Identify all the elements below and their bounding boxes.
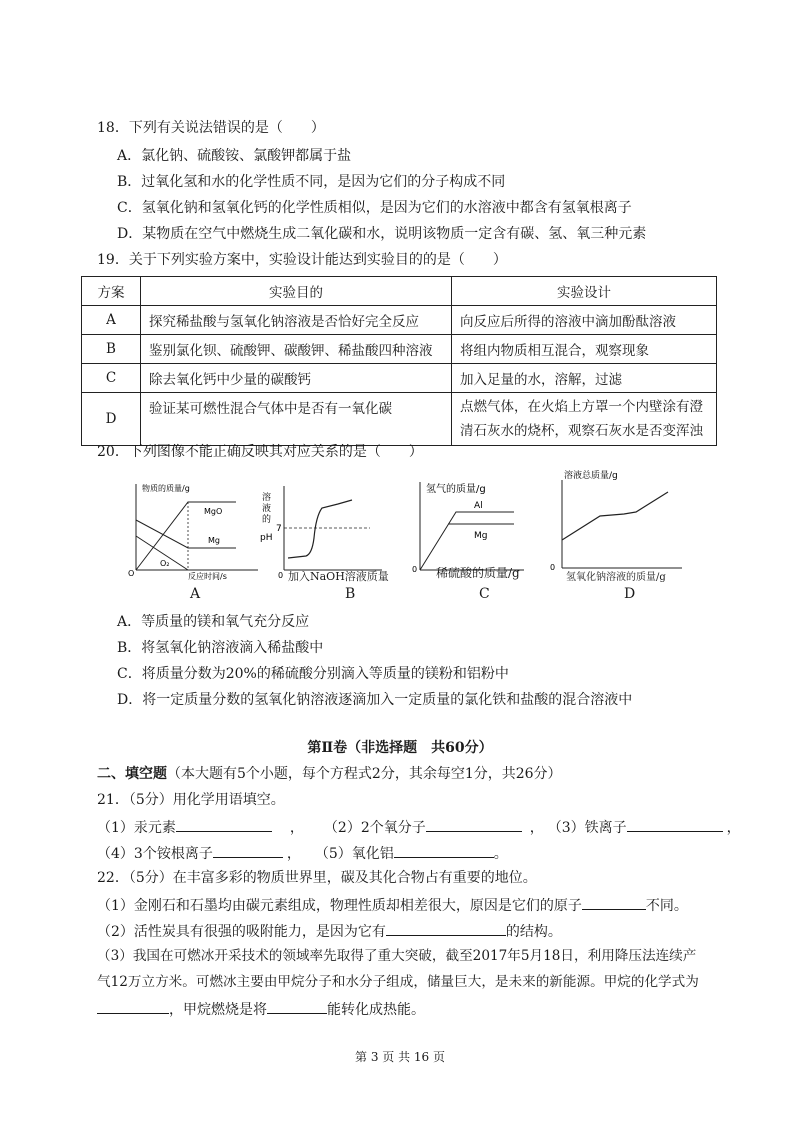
section-note: （本大题有5个小题，每个方程式2分，其余每空1分，共26分） bbox=[167, 766, 562, 782]
comma: ， bbox=[286, 846, 301, 862]
q21-row-2 bbox=[97, 842, 508, 864]
table-cell: 除去氧化钙中少量的碳酸钙 bbox=[141, 364, 452, 393]
graph-b-ylabel-3: 的 bbox=[262, 515, 272, 525]
q21-item-1: （1）汞元素 bbox=[97, 820, 176, 836]
graph-c-al-line bbox=[420, 512, 514, 570]
graph-d-xlabel: 氢氧化钠溶液的质量/g bbox=[566, 572, 666, 583]
period: 。 bbox=[493, 846, 508, 862]
table-row bbox=[82, 393, 717, 446]
graph-b-caption: B bbox=[345, 586, 356, 602]
table-row bbox=[82, 364, 717, 393]
graph-a-mg-line bbox=[136, 520, 236, 548]
answer-blank[interactable] bbox=[97, 998, 169, 1014]
q21-item-5: （5）氧化铝 bbox=[314, 846, 394, 862]
q22-part-1 bbox=[97, 894, 688, 916]
q20-option-c: C．将质量分数为20%的稀硫酸分别滴入等质量的镁粉和铝粉中 bbox=[117, 666, 509, 682]
table-cell: 验证某可燃性混合气体中是否有一氧化碳 bbox=[141, 393, 452, 446]
q18-option-b: B．过氧化氢和水的化学性质不同，是因为它们的分子构成不同 bbox=[117, 174, 506, 190]
table-cell bbox=[452, 393, 717, 446]
q20-option-b: B．将氢氧化钠溶液滴入稀盐酸中 bbox=[117, 640, 324, 656]
section-heading bbox=[97, 764, 562, 784]
graph-b-ylabel-1: 溶 bbox=[262, 493, 272, 503]
table-header: 实验目的 bbox=[141, 277, 452, 306]
answer-blank[interactable] bbox=[267, 998, 327, 1014]
q18-option-c: C．氢氧化钠和氢氧化钙的化学性质相似，是因为它们的水溶液中都含有氢氧根离子 bbox=[117, 200, 632, 216]
answer-blank[interactable] bbox=[386, 920, 506, 936]
page-footer: 第 3 页 共 16 页 bbox=[355, 1050, 445, 1064]
answer-blank[interactable] bbox=[213, 842, 283, 858]
comma: ， bbox=[726, 820, 741, 836]
table-cell: A bbox=[82, 306, 141, 335]
q20-option-d: D．将一定质量分数的氢氧化钠溶液逐滴加入一定质量的氯化铁和盐酸的混合溶液中 bbox=[117, 692, 633, 708]
q22-part-3-line3 bbox=[97, 998, 425, 1020]
graph-b-tick-7: 7 bbox=[276, 524, 282, 534]
q18-option-a: A．氯化钠、硫酸铵、氯酸钾都属于盐 bbox=[117, 148, 352, 164]
table-header-row bbox=[82, 277, 717, 306]
table-cell: C bbox=[82, 364, 141, 393]
graph-a-caption: A bbox=[190, 586, 201, 602]
part2-title: 第Ⅱ卷（非选择题 共60分） bbox=[307, 740, 493, 756]
answer-blank[interactable] bbox=[582, 894, 646, 910]
q22-part-2-end: 的结构。 bbox=[505, 924, 562, 940]
table-cell: D bbox=[82, 393, 141, 446]
table-cell-line: 点燃气体，在火焰上方罩一个内壁涂有澄 bbox=[460, 399, 703, 415]
q22-part-1-text: （1）金刚石和石墨均由碳元素组成，物理性质却相差很大，原因是它们的原子 bbox=[97, 898, 582, 914]
table-cell: 鉴别氯化钡、硫酸钾、碳酸钾、稀盐酸四种溶液 bbox=[141, 335, 452, 364]
graph-a bbox=[126, 478, 266, 582]
q22-part-1-end: 不同。 bbox=[645, 898, 688, 914]
graph-a-origin: O bbox=[128, 569, 135, 578]
graph-b bbox=[258, 478, 388, 582]
q21-item-4: （4）3个铵根离子 bbox=[97, 846, 213, 862]
table-cell: 加入足量的水，溶解，过滤 bbox=[452, 364, 717, 393]
graph-a-xlabel: 反应时间/s bbox=[188, 572, 227, 581]
graph-c-ylabel: 氢气的质量/g bbox=[426, 484, 486, 495]
q22-part-3-line2: 气12万立方米。可燃冰主要由甲烷分子和水分子组成，储量巨大，是未来的新能源。甲烷的化学式为 bbox=[97, 974, 699, 990]
table-cell: 将组内物质相互混合，观察现象 bbox=[452, 335, 717, 364]
comma: ， bbox=[529, 820, 544, 836]
comma: ， bbox=[289, 820, 304, 836]
graph-d-line bbox=[562, 492, 668, 540]
table-cell: 探究稀盐酸与氢氧化钠溶液是否恰好完全反应 bbox=[141, 306, 452, 335]
graph-b-origin: 0 bbox=[278, 571, 284, 580]
graph-c-caption: C bbox=[479, 586, 490, 602]
q18-stem: 18．下列有关说法错误的是（ ） bbox=[97, 120, 325, 136]
q22-part-3-mid: ，甲烷燃烧是将 bbox=[169, 1002, 267, 1018]
graph-b-ylabel-4: pH bbox=[260, 533, 273, 543]
graph-b-curve bbox=[288, 500, 352, 558]
q20-stem: 20．下列图像不能正确反映其对应关系的是（ ） bbox=[97, 444, 423, 460]
table-cell: B bbox=[82, 335, 141, 364]
q22-part-2 bbox=[97, 920, 562, 942]
q21-item-2: （2）2个氧分子 bbox=[323, 820, 426, 836]
graph-a-label-mgo: MgO bbox=[204, 507, 223, 516]
q22-stem: 22．（5分）在丰富多彩的物质世界里，碳及其化合物占有重要的地位。 bbox=[97, 870, 537, 886]
graph-a-label-mg: Mg bbox=[208, 536, 220, 545]
q21-row-1 bbox=[97, 816, 741, 838]
graph-c-origin: 0 bbox=[412, 565, 418, 574]
q22-part-2-text: （2）活性炭具有很强的吸附能力，是因为它有 bbox=[97, 924, 386, 940]
table-cell: 向反应后所得的溶液中滴加酚酞溶液 bbox=[452, 306, 717, 335]
q20-option-a: A．等质量的镁和氧气充分反应 bbox=[117, 614, 310, 630]
graph-d bbox=[546, 470, 696, 582]
q21-stem: 21．（5分）用化学用语填空。 bbox=[97, 792, 285, 808]
table-cell-line: 清石灰水的烧杯，观察石灰水是否变浑浊 bbox=[460, 423, 703, 439]
answer-blank[interactable] bbox=[394, 842, 494, 858]
answer-blank[interactable] bbox=[176, 816, 272, 832]
graph-c-label-mg: Mg bbox=[474, 531, 488, 541]
graph-c-label-al: Al bbox=[474, 501, 483, 511]
experiment-table bbox=[81, 276, 717, 446]
graph-d-caption: D bbox=[624, 586, 636, 602]
graph-a-ylabel: 物质的质量/g bbox=[142, 484, 190, 493]
graph-d-origin: 0 bbox=[550, 563, 556, 572]
section-head: 二、填空题 bbox=[97, 766, 167, 782]
graph-c-xlabel: 稀硫酸的质量/g bbox=[436, 566, 520, 580]
table-row bbox=[82, 306, 717, 335]
answer-blank[interactable] bbox=[627, 816, 723, 832]
q22-part-3-end: 能转化成热能。 bbox=[327, 1002, 425, 1018]
q21-item-3: （3）铁离子 bbox=[547, 820, 627, 836]
graph-c bbox=[404, 478, 534, 582]
graph-a-label-o2: O₂ bbox=[160, 559, 170, 568]
graph-b-ylabel-2: 液 bbox=[262, 504, 272, 514]
answer-blank[interactable] bbox=[426, 816, 522, 832]
graph-d-ylabel: 溶液总质量/g bbox=[564, 471, 618, 481]
q18-option-d: D．某物质在空气中燃烧生成二氧化碳和水，说明该物质一定含有碳、氢、氧三种元素 bbox=[117, 226, 647, 242]
q19-stem: 19．关于下列实验方案中，实验设计能达到实验目的的是（ ） bbox=[97, 252, 507, 268]
q22-part-3-line1: （3）我国在可燃冰开采技术的领域率先取得了重大突破，截至2017年5月18日，利用降压法连续产 bbox=[97, 948, 697, 964]
table-row bbox=[82, 335, 717, 364]
table-header: 方案 bbox=[82, 277, 141, 306]
table-header: 实验设计 bbox=[452, 277, 717, 306]
graph-b-xlabel: 加入NaOH溶液质量 bbox=[288, 570, 389, 583]
